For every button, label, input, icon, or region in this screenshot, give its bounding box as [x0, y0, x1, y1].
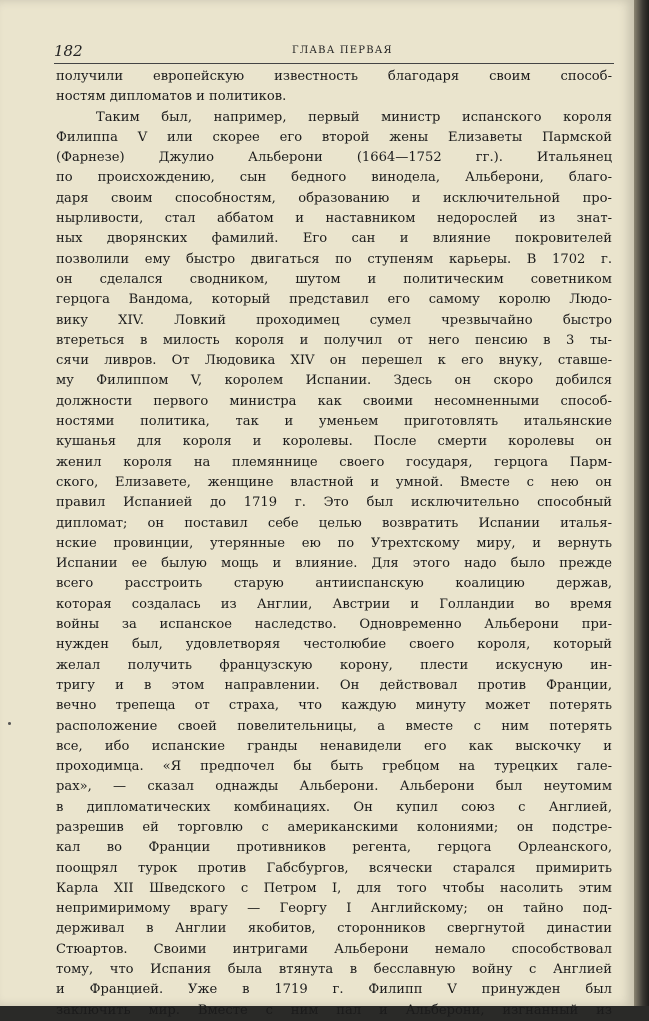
text-line: нырливости, стал аббатом и наставником недорослей из знат-: [56, 211, 612, 227]
text-line: разрешив ей торговлю с американскими колониями; он подстре-: [56, 819, 612, 835]
body-text: [56, 67, 612, 1021]
text-line: ностями политика, так и уменьем приготовлять итальянские: [56, 414, 612, 430]
text-line: герцога Вандома, который представил его самому королю Людо-: [56, 292, 612, 308]
text-line: он сделался сводником, шутом и политическим советником: [56, 271, 612, 287]
text-line: тригу и в этом направлении. Он действовал против Франции,: [56, 677, 612, 693]
text-line: втереться в милость короля и получил от него пенсию в 3 ты-: [56, 332, 612, 348]
text-line: женил короля на племяннице своего государя, герцога Парм-: [56, 454, 612, 470]
text-line: тому, что Испания была втянута в бесславную войну с Англией: [56, 962, 612, 978]
text-line: сячи ливров. От Людовика XIV он перешел к его внуку, ставше-: [56, 353, 612, 369]
text-line: должности первого министра как своими несомненными способ-: [56, 393, 612, 409]
text-line: Филиппа V или скорее его второй жены Елизаветы Пармской: [56, 129, 612, 145]
text-line: нские провинции, утерянные ею по Утрехтскому миру, и вернуть: [56, 535, 612, 551]
text-line: правил Испанией до 1719 г. Это был исключительно способный: [56, 495, 612, 511]
text-line: Испании ее былую мощь и влияние. Для этого надо было прежде: [56, 556, 612, 572]
page-number: 182: [54, 42, 83, 60]
text-line: получили европейскую известность благодаря своим способ-: [56, 69, 612, 84]
text-line: вику XIV. Ловкий проходимец сумел чрезвычайно быстро: [56, 312, 612, 328]
text-line: в дипломатических комбинациях. Он купил союз с Англией,: [56, 799, 612, 815]
text-line: расположение своей повелительницы, а вместе с ним потерять: [56, 718, 612, 734]
text-line: позволили ему быстро двигаться по ступеням карьеры. В 1702 г.: [56, 251, 612, 267]
text-line: кушанья для короля и королевы. После смерти королевы он: [56, 434, 612, 450]
text-line: которая создалась из Англии, Австрии и Голландии во время: [56, 596, 612, 612]
text-line: (Фарнезе) Джулио Альберони (1664—1752 гг.). Итальянец: [56, 150, 612, 166]
text-line: му Филиппом V, королем Испании. Здесь он скоро добился: [56, 373, 612, 389]
text-line: всего расстроить старую антииспанскую коалицию держав,: [56, 576, 612, 592]
running-head: ГЛАВА ПЕРВАЯ: [292, 45, 393, 56]
text-line: по происхождению, сын бедного винодела, Альберони, благо-: [56, 170, 612, 186]
text-line: и Францией. Уже в 1719 г. Филипп V принужден был: [56, 982, 612, 998]
page-header: [54, 42, 614, 62]
text-line: держивал в Англии якобитов, сторонников свергнутой династии: [56, 921, 612, 937]
text-line: кал во Франции противников регента, герцога Орлеанского,: [56, 840, 612, 856]
text-line: ского, Елизавете, женщине властной и умной. Вместе с нею он: [56, 474, 612, 490]
text-line: Таким был, например, первый министр испанского короля: [96, 109, 612, 125]
text-line: непримиримому врагу — Георгу I Английскому; он тайно под-: [56, 901, 612, 917]
text-line: Карла XII Шведского с Петром I, для того чтобы насолить этим: [56, 880, 612, 896]
text-line: вечно трепеща от страха, что каждую минуту может потерять: [56, 698, 612, 714]
text-line: дипломат; он поставил себе целью возвратить Испании италья-: [56, 515, 612, 531]
text-line: поощрял турок против Габсбургов, всячески старался примирить: [56, 860, 612, 876]
text-line: проходимца. «Я предпочел бы быть гребцом на турецких гале-: [56, 759, 612, 775]
text-line: заключить мир. Вместе с ним пал и Альберони, изгнанный из: [56, 1002, 612, 1018]
text-line: войны за испанское наследство. Одновременно Альберони при-: [56, 617, 612, 633]
text-line: все, ибо испанские гранды ненавидели его как выскочку и: [56, 738, 612, 754]
text-line: нужден был, удовлетворяя честолюбие своего короля, который: [56, 637, 612, 653]
text-line: Стюартов. Своими интригами Альберони немало способствовал: [56, 941, 612, 957]
text-line: желал получить французскую корону, плести искусную ин-: [56, 657, 612, 673]
text-line: ностям дипломатов и политиков.: [56, 89, 287, 105]
text-line: рах», — сказал однажды Альберони. Альберони был неутомим: [56, 779, 612, 795]
text-line: даря своим способностям, образованию и исключительной про-: [56, 190, 612, 206]
text-line: ных дворянских фамилий. Его сан и влияние покровителей: [56, 231, 612, 247]
header-rule: [54, 63, 614, 64]
margin-speck: [8, 722, 11, 725]
page-binding-edge: [634, 0, 649, 1006]
